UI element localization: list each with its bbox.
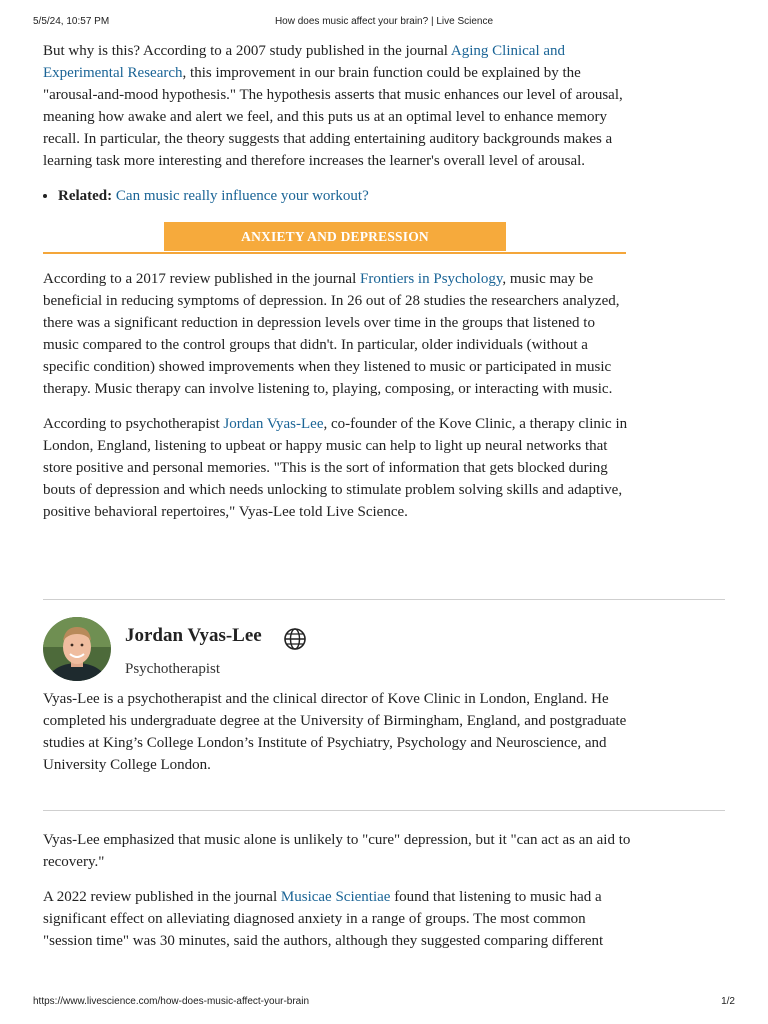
link-musicae-scientiae[interactable]: Musicae Scientiae bbox=[280, 889, 391, 905]
section-heading-rule bbox=[43, 222, 626, 254]
link-frontiers-in-psychology[interactable]: Frontiers in Psychology bbox=[360, 271, 503, 287]
globe-icon[interactable] bbox=[283, 627, 307, 651]
related-link[interactable]: Can music really influence your workout? bbox=[115, 188, 369, 204]
paragraph-aid-to-recovery: Vyas-Lee emphasized that music alone is unlikely to "cure" depression, but it "can act as an aid to recovery." bbox=[43, 832, 631, 870]
expert-bio-text: Vyas-Lee is a psychotherapist and the clinical director of Kove Clinic in London, England. He completed his undergraduate degree at the University of Birmingham, England, and postgraduate studies at King’s College London’s Institute of Psychiatry, Psychology and Neuroscience, and University College London. bbox=[43, 691, 627, 773]
link-aging-clinical-research[interactable]: Aging Clinical and Experimental Research bbox=[43, 43, 566, 81]
expert-role: Psychotherapist bbox=[125, 661, 220, 677]
paragraph-psychotherapist bbox=[43, 413, 633, 523]
paragraph-arousal-hypothesis bbox=[43, 40, 633, 172]
avatar bbox=[43, 617, 111, 681]
paragraph-text: , co-founder of the Kove Clinic, a therapy clinic in London, England, listening to upbeat or happy music can help to light up neural networks that store positive and personal memories. "This is the sort of information that gets blocked during bouts of depression and which needs unlocking to stimulate problem solving skills and adaptive, positive behavioral repertoires," Vyas-Lee told Live Science. bbox=[43, 416, 628, 520]
link-jordan-vyas-lee[interactable]: Jordan Vyas-Lee bbox=[223, 416, 324, 432]
paragraph-depression-review bbox=[43, 268, 633, 400]
paragraph-text: A 2022 review published in the journal bbox=[43, 889, 281, 905]
paragraph-text: According to a 2017 review published in the journal bbox=[43, 271, 361, 287]
related-list bbox=[43, 185, 633, 207]
print-date: 5/5/24, 10:57 PM bbox=[33, 16, 110, 27]
paragraph-text: , music may be beneficial in reducing symptoms of depression. In 26 out of 28 studies the researchers analyzed, there was a significant reduction in depression levels over time in the groups that listened to music compared to the control groups that didn't. In particular, older individuals (without a specific condition) showed improvements when they listened to music or participated in music therapy. Music therapy can involve listening to, playing, composing, or interacting with music. bbox=[43, 271, 620, 397]
paragraph-text: , this improvement in our brain function could be explained by the "arousal-and-mood hypothesis." The hypothesis asserts that music enhances our level of arousal, meaning how awake and alert we feel, and this puts us at an optimal level to enhance memory recall. In particular, the theory suggests that adding entertaining auditory backgrounds makes a learning task more interesting and therefore increases the learner's overall level of arousal. bbox=[43, 65, 623, 169]
print-page-title: How does music affect your brain? | Live Science bbox=[274, 16, 494, 27]
expert-bio bbox=[43, 688, 633, 776]
article-body-continued bbox=[43, 829, 633, 965]
paragraph-text: But why is this? According to a 2007 study published in the journal bbox=[43, 43, 451, 59]
paragraph-anxiety-review bbox=[43, 886, 633, 952]
print-url: https://www.livescience.com/how-does-music-affect-your-brain bbox=[33, 996, 310, 1007]
related-label: Related: bbox=[58, 188, 113, 204]
expert-box-top-divider bbox=[43, 599, 725, 600]
expert-name: Jordan Vyas-Lee bbox=[125, 625, 262, 646]
paragraph-text: According to psychotherapist bbox=[43, 416, 224, 432]
related-item bbox=[58, 185, 633, 207]
print-page-number: 1/2 bbox=[721, 996, 735, 1007]
paragraph-text: found that listening to music had a significant effect on alleviating diagnosed anxiety in a range of groups. The most common "session time" was 30 minutes, said the authors, although they suggested comparing different bbox=[43, 889, 604, 949]
article-body bbox=[43, 40, 633, 536]
section-heading: ANXIETY AND DEPRESSION bbox=[164, 222, 506, 251]
expert-box-bottom-divider bbox=[43, 810, 725, 811]
